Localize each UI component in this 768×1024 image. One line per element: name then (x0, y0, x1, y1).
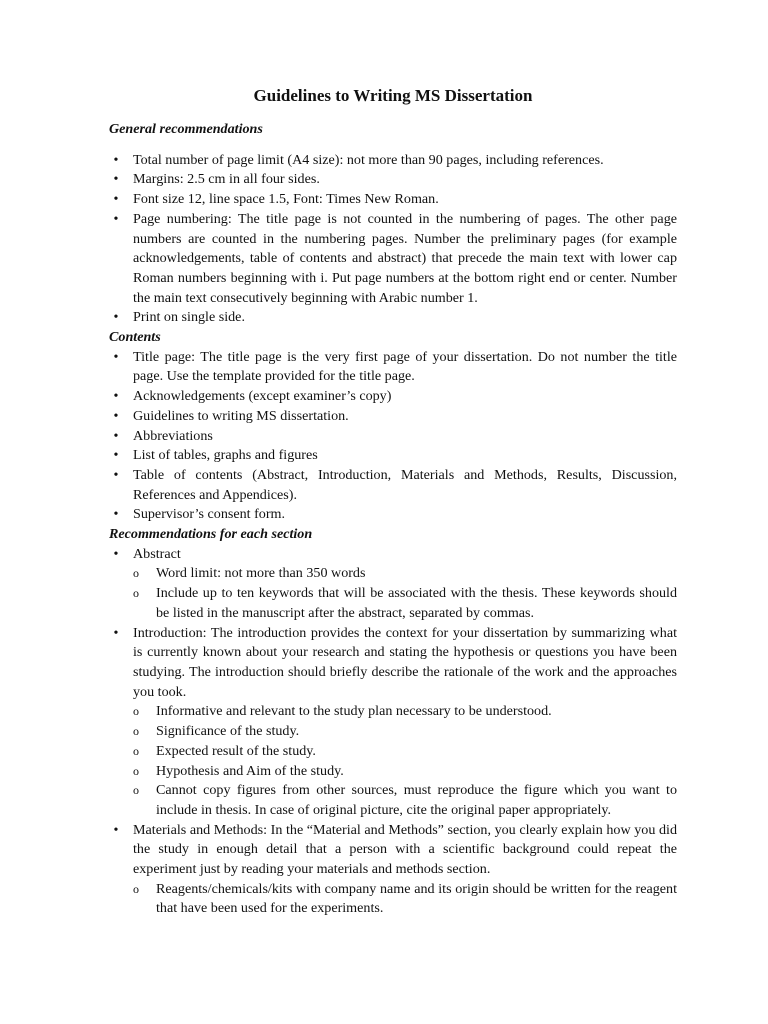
list-item (109, 308, 677, 328)
bullet-icon: • (113, 545, 119, 562)
document-page (109, 86, 677, 919)
list-item-text: Page numbering: The title page is not counted in the numbering of pages. The other page numbers are counted in the numbering pages. Number the preliminary pages (for example acknowledgements, table of contents and abstract) that precede the main text with lower cap Roman numbers beginning with i. Put page numbers at the bottom right end or center. Number the main text consecutively beginning with Arabic number 1. (133, 210, 677, 306)
methods-sublist (133, 880, 677, 919)
circle-bullet-icon: o (133, 586, 139, 601)
list-item-text: Abbreviations (133, 427, 213, 444)
general-list (109, 151, 677, 328)
list-item (109, 407, 677, 427)
bullet-icon: • (113, 821, 119, 838)
bullet-icon: • (113, 171, 119, 188)
document-title: Guidelines to Writing MS Dissertation (253, 86, 533, 105)
sub-list-item (133, 742, 677, 762)
sub-list-item (133, 762, 677, 782)
bullet-icon: • (113, 506, 119, 523)
list-item (109, 348, 677, 387)
bullet-icon: • (113, 210, 119, 227)
sub-list-item (133, 722, 677, 742)
bullet-icon: • (113, 466, 119, 483)
section-heading-general: General recommendations (109, 121, 263, 137)
section-heading-contents: Contents (109, 329, 161, 346)
circle-bullet-icon: o (133, 704, 139, 719)
list-item-text: Supervisor’s consent form. (133, 506, 286, 523)
bullet-icon: • (113, 388, 119, 405)
circle-bullet-icon: o (133, 763, 139, 778)
bullet-icon: • (113, 309, 119, 326)
sub-list-item (133, 584, 677, 623)
sub-list-item-text: Word limit: not more than 350 words (156, 565, 366, 582)
circle-bullet-icon: o (133, 743, 139, 758)
list-item (109, 387, 677, 407)
bullet-icon: • (113, 151, 119, 168)
bullet-icon: • (113, 427, 119, 444)
sub-list-item (133, 781, 677, 820)
list-item (109, 446, 677, 466)
list-item (109, 466, 677, 505)
list-item-text: Print on single side. (133, 309, 245, 326)
list-item-text: Margins: 2.5 cm in all four sides. (133, 171, 320, 188)
list-item-text: Table of contents (Abstract, Introduction, Materials and Methods, Results, Discussion, References and Appendices). (133, 466, 677, 503)
list-item (109, 170, 677, 190)
introduction-sublist (133, 702, 677, 820)
list-item (109, 190, 677, 210)
sub-list-item-text: Informative and relevant to the study plan necessary to be understood. (156, 703, 552, 720)
sub-list-item (133, 880, 677, 919)
list-item-text: Abstract (133, 545, 181, 562)
circle-bullet-icon: o (133, 566, 139, 581)
sub-list-item (133, 702, 677, 722)
circle-bullet-icon: o (133, 724, 139, 739)
list-item-text: Font size 12, line space 1.5, Font: Times New Roman. (133, 191, 439, 208)
sub-list-item-text: Hypothesis and Aim of the study. (156, 762, 344, 779)
list-item-text: Introduction: The introduction provides the context for your dissertation by summarizing what is currently known about your research and stating the hypothesis or questions you have been studying. The introduction should briefly describe the rationale of the work and the approaches you took. (133, 624, 677, 700)
list-item-introduction (109, 624, 677, 821)
recommendations-list (109, 545, 677, 919)
sub-list-item-text: Expected result of the study. (156, 742, 316, 759)
list-item (109, 505, 677, 525)
sub-list-item-text: Include up to ten keywords that will be associated with the thesis. These keywords should be listed in the manuscript after the abstract, separated by commas. (156, 585, 677, 621)
list-item-text: Acknowledgements (except examiner’s copy) (133, 388, 392, 405)
list-item-text: List of tables, graphs and figures (133, 447, 318, 464)
contents-list (109, 348, 677, 525)
list-item (109, 427, 677, 447)
list-item-abstract (109, 545, 677, 624)
list-item-text: Total number of page limit (A4 size): not more than 90 pages, including references. (133, 151, 604, 168)
list-item (109, 151, 677, 171)
bullet-icon: • (113, 348, 119, 365)
bullet-icon: • (113, 191, 119, 208)
bullet-icon: • (113, 447, 119, 464)
bullet-icon: • (113, 624, 119, 641)
sub-list-item-text: Significance of the study. (156, 723, 300, 740)
list-item-text: Title page: The title page is the very first page of your dissertation. Do not number the title page. Use the template provided for the title page. (133, 348, 677, 385)
abstract-sublist (133, 564, 677, 623)
circle-bullet-icon: o (133, 881, 139, 896)
section-heading-recommendations: Recommendations for each section (109, 526, 313, 543)
sub-list-item-text: Cannot copy figures from other sources, must reproduce the figure which you want to include in thesis. In case of original picture, cite the original paper appropriately. (156, 782, 677, 818)
list-item-text: Guidelines to writing MS dissertation. (133, 407, 349, 424)
list-item (109, 210, 677, 309)
circle-bullet-icon: o (133, 783, 139, 798)
bullet-icon: • (113, 407, 119, 424)
sub-list-item-text: Reagents/chemicals/kits with company name and its origin should be written for the reagent that have been used for the experiments. (156, 880, 677, 917)
list-item-text: Materials and Methods: In the “Material and Methods” section, you clearly explain how you did the study in enough detail that a person with a scientific background could repeat the experiment just by reading your materials and methods section. (133, 821, 677, 878)
sub-list-item (133, 564, 677, 584)
list-item-methods (109, 821, 677, 920)
